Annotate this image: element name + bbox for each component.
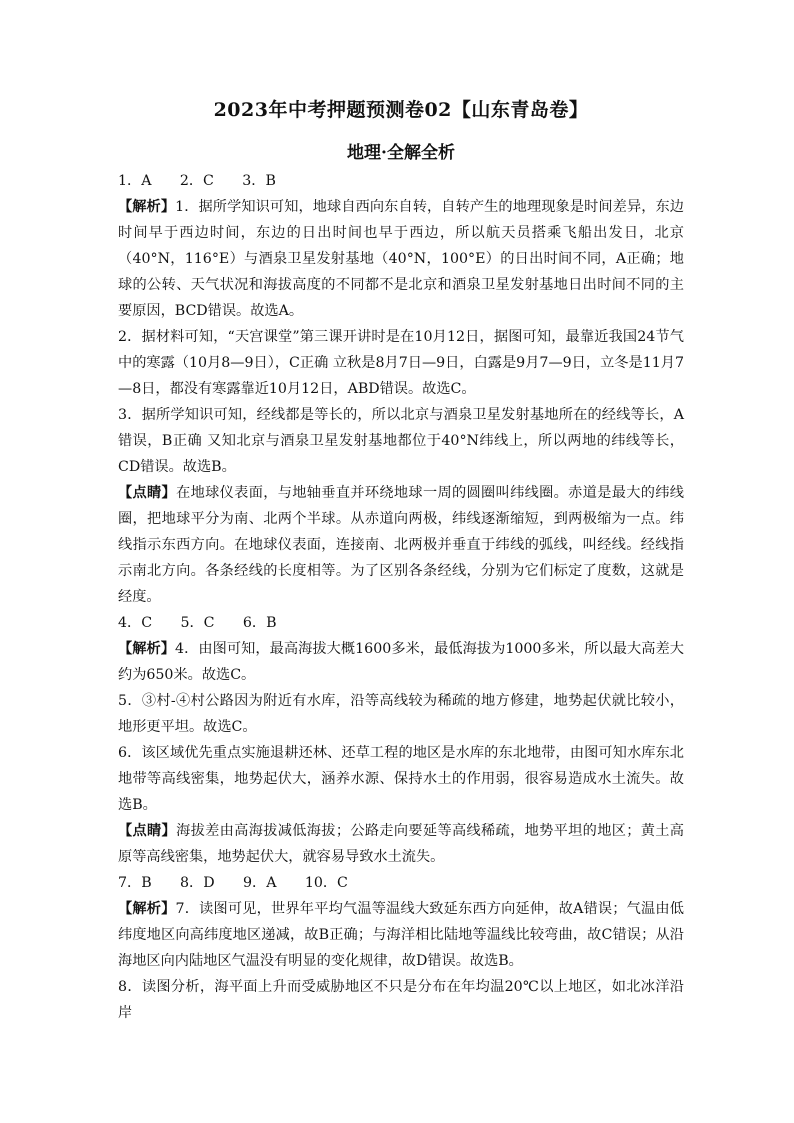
- analysis-paragraph: 【解析】1．据所学知识可知，地球自西向东自转，自转产生的地理现象是时间差异，东边时间早于西边时间，东边的日出时间也早于西边，所以航天员搭乘飞船出发日，北京（40°N，116°E）与酒泉卫星发射基地（40°N，100°E）的日出时间不同，A正确；地球的公转、天气状况和海拔高度的不同都不是北京和酒泉卫星发射基地日出时间不同的主要原因，BCD错误。故选A。: [118, 199, 684, 319]
- page-title: 2023年中考押题预测卷02【山东青岛卷】: [213, 99, 589, 121]
- analysis-paragraph: 5．③村-④村公路因为附近有水库，沿等高线较为稀疏的地方修建，地势起伏就比较小，地形更平坦。故选C。: [118, 693, 684, 735]
- analysis-paragraph: 【解析】7．读图可见，世界年平均气温等温线大致延东西方向延伸，故A错误；气温由低纬度地区向高纬度地区递减，故B正确；与海洋相比陆地等温线比较弯曲，故C错误；从沿海地区向内陆地区气温没有明显的变化规律，故D错误。故选B。: [118, 901, 684, 969]
- analysis-tag: 【解析】: [118, 901, 176, 917]
- answer-line: 4．C 5．C 6．B: [118, 615, 277, 631]
- tip-tag: 【点睛】: [118, 823, 177, 839]
- tip-tag: 【点睛】: [118, 485, 177, 501]
- analysis-paragraph: 8．读图分析，海平面上升而受威胁地区不只是分布在年均温20℃以上地区，如北冰洋沿岸: [118, 979, 684, 1021]
- answer-line: 1．A 2．C 3．B: [118, 173, 276, 189]
- analysis-paragraph: 3．据所学知识可知，经线都是等长的，所以北京与酒泉卫星发射基地所在的经线等长，A错误，B正确 又知北京与酒泉卫星发射基地都位于40°N纬线上，所以两地的纬线等长，CD错误。故选B。: [118, 407, 684, 475]
- answer-line: 7．B 8．D 9．A 10．C: [118, 875, 348, 891]
- tip-paragraph: 【点睛】在地球仪表面，与地轴垂直并环绕地球一周的圆圈叫纬线圈。赤道是最大的纬线圈，把地球平分为南、北两个半球。从赤道向两极，纬线逐渐缩短，到两极缩为一点。纬线指示东西方向。在地球仪表面，连接南、北两极并垂直于纬线的弧线，叫经线。经线指示南北方向。各条经线的长度相等。为了区别各条经线，分别为它们标定了度数，这就是经度。: [118, 485, 684, 605]
- analysis-tag: 【解析】: [118, 641, 176, 657]
- analysis-paragraph: 6．该区域优先重点实施退耕还林、还草工程的地区是水库的东北地带，由图可知水库东北地带等高线密集，地势起伏大，涵养水源、保持水土的作用弱，很容易造成水土流失。故选B。: [118, 745, 684, 813]
- page-subtitle: 地理·全解全析: [347, 143, 455, 163]
- document-page: [118, 98, 684, 1026]
- analysis-tag: 【解析】: [118, 199, 176, 215]
- analysis-paragraph: 【解析】4．由图可知，最高海拔大概1600多米，最低海拔为1000多米，所以最大高差大约为650米。故选C。: [118, 641, 684, 683]
- tip-paragraph: 【点睛】海拔差由高海拔减低海拔；公路走向要延等高线稀疏，地势平坦的地区；黄土高原等高线密集，地势起伏大，就容易导致水土流失。: [118, 823, 684, 865]
- analysis-paragraph: 2．据材料可知，“天宫课堂”第三课开讲时是在10月12日，据图可知，最靠近我国24节气中的寒露（10月8—9日），C正确 立秋是8月7日—9日，白露是9月7—9日，立冬是11月7—8日，都没有寒露靠近10月12日，ABD错误。故选C。: [118, 329, 684, 397]
